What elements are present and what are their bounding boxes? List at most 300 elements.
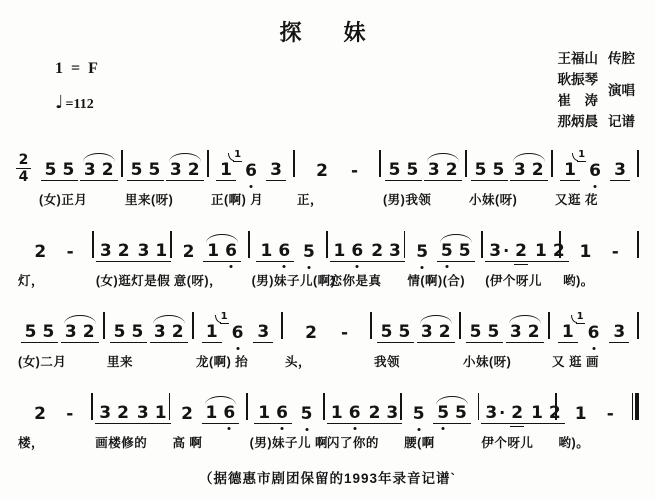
note [489,162,507,180]
note-digit: 5 [113,322,126,343]
note-digit: 1 [154,403,167,424]
note [203,405,221,423]
note [482,405,508,423]
note [134,405,152,423]
notes-row [94,224,170,262]
note-digit: 6 [223,403,236,424]
note [111,324,129,342]
note-digit: 3 [270,160,282,181]
note-digit: 3 [257,322,270,343]
note [559,324,577,342]
note-digit: 2 [182,242,195,263]
note [610,324,628,342]
note [561,162,579,180]
lyric-line: (伊个呀儿 [485,274,542,288]
lyric-line: 里来 [107,355,134,369]
note-digit: - [66,404,74,425]
beam-group [337,325,352,343]
beam-group [253,324,273,343]
note-digit: - [66,242,74,263]
note-digit: 5 [437,403,450,424]
credit-name: 王福山 [557,51,598,66]
note-digit: 5 [398,322,411,343]
note [81,162,99,180]
note [217,162,235,180]
note-digit: 1 [333,241,346,262]
notes-row [381,143,465,181]
slur-group [150,324,188,343]
note [62,324,80,342]
note [525,324,543,342]
measure [194,305,281,370]
note [578,149,604,182]
note [300,244,318,262]
beam-group [412,244,432,262]
measure [283,305,370,370]
beam-group [110,324,148,343]
note-digit: 3 [83,160,96,181]
music-system [16,143,639,208]
measure [561,224,637,289]
note [386,243,404,261]
note-digit: 5 [24,322,37,343]
beam-group [21,324,59,343]
tempo-marking [55,92,100,113]
note [472,162,490,180]
barline [637,231,639,258]
notes-row [283,305,370,343]
note-digit: 3 [509,322,522,343]
grace-note: 1 [220,311,228,323]
dash-note [338,325,351,343]
barline [637,312,639,339]
slur-group [202,405,240,424]
lyric-line: 意(呀)， [173,274,223,288]
lyric-line: (女)二月 [18,355,67,369]
slur-group [506,324,544,343]
measure [123,143,207,208]
notes-row [209,143,293,181]
note-digit: 1 [535,241,547,262]
note-digit: 2 [117,241,130,262]
beam-group [558,324,578,343]
note [512,243,530,261]
note-digit: 1 [260,241,273,262]
lyric-line: 小妹(呀) [469,193,518,207]
lyric-line: 头， [285,355,312,369]
note-digit: 2 [445,160,458,181]
note-digit: 1 [330,403,343,424]
note-digit: 6 [276,403,288,424]
notes-row [123,143,207,181]
beam-group [312,163,332,181]
measure [105,305,192,370]
note [383,405,401,423]
note-digit: 5 [474,160,487,181]
time-signature-top: 2 [16,152,31,169]
slur-group [433,405,471,424]
note [456,243,474,261]
notes-row [553,143,637,181]
beam-group [266,162,286,181]
credit-role: 记谱 [608,114,635,129]
note-digit: 5 [416,242,429,263]
beam-group [576,311,604,344]
lyric-line: 我领 [374,355,401,369]
note-digit: 3 [99,241,112,262]
note-digit: 5 [130,160,143,181]
note-digit: 2 [527,322,540,343]
notation-area [0,143,655,451]
beam-group [571,406,591,424]
tempo-value: =112 [65,97,94,112]
note-digit: 2 [552,241,565,262]
note-digit: 2 [101,160,114,181]
note [114,405,132,423]
note [254,324,272,342]
note [528,405,546,423]
beam-group [30,244,50,262]
beam-group [133,405,171,424]
notes-row [16,224,92,262]
note-digit: 5 [44,160,57,181]
note [572,406,590,424]
note-digit: 1 [207,241,220,262]
beam-group [177,406,197,424]
note [204,243,222,261]
notes-row [402,386,477,424]
measure [37,143,121,208]
notes-row [194,305,281,343]
note-digit: 6 [589,161,601,182]
augmentation-dot: · [503,241,510,261]
lyric-line: (女)逛灯是假 [95,274,171,288]
notes-row [557,386,632,424]
lyric-line: 灯， [18,274,45,288]
lyric-line: 高 啊 [172,436,203,450]
lyric-line: 正(啊) 月 [211,193,264,207]
lyric-line: 楼， [18,436,45,450]
final-barline [632,393,639,420]
lyric-line: 哟)。 [563,274,594,288]
note [185,162,203,180]
note-digit: 5 [412,404,425,425]
note-digit: 2 [371,241,384,262]
credit-name: 崔 涛 [557,93,598,108]
measure [479,386,561,451]
measure [16,386,91,451]
note-digit: 2 [368,403,381,424]
note [145,162,163,180]
time-signature [16,152,31,185]
note-digit: 3 [169,160,182,181]
note [128,162,146,180]
measure [209,143,293,208]
note [546,405,564,423]
note-digit: 3 [64,322,77,343]
note-digit: - [606,404,614,425]
note [331,243,349,261]
lyric-line: 伊个呀儿 [481,436,534,450]
notes-row [561,224,637,262]
notes-row [479,386,561,424]
note-digit: 5 [492,160,505,181]
beam-group [220,311,248,344]
note-digit: 6 [351,241,364,262]
note [115,243,133,261]
song-title: 探 妹 [279,21,376,46]
note [577,244,595,262]
note [273,405,291,423]
note-digit: 2 [181,404,193,425]
lyric-line: 正， [297,193,324,207]
lyric-line: 里来(呀) [125,193,174,207]
beam-group [609,324,629,343]
note [425,162,443,180]
note-digit: 6 [348,403,361,424]
lyric-line: 闪了你的 [326,436,379,450]
note-digit: 6 [225,241,237,262]
beam-group [41,162,79,181]
note [443,162,461,180]
note-digit: 5 [300,404,313,425]
note-digit: 5 [388,160,401,181]
beam-group [127,162,165,181]
note [96,405,114,423]
music-system [16,386,639,451]
note-digit: 1 [155,241,168,262]
note-digit: 1 [561,322,574,343]
note [152,243,170,261]
measure [328,224,404,289]
beam-group [576,244,596,262]
measure [550,305,637,370]
grace-note: 1 [578,149,586,161]
measure [16,305,103,370]
note-digit: 5 [148,160,161,181]
dash-note [64,244,77,262]
note [313,163,331,181]
notes-row [37,143,121,181]
dash-note [609,244,622,262]
note-digit: 6 [587,323,600,344]
note [99,162,117,180]
measure [402,386,477,451]
note-digit: 2 [531,160,544,181]
note-digit: 1 [531,403,543,424]
lyric-line: 龙(啊) 抬 [196,355,249,369]
credit-name: 耿振琴 [557,72,598,87]
measure [467,143,551,208]
measure [170,386,245,451]
note-digit: 1 [258,403,271,424]
slur-group [510,162,548,181]
music-system [16,305,639,370]
note [395,324,413,342]
key-signature: 1 = F [55,60,100,77]
quarter-note-icon: ♩ [55,92,64,113]
note-digit: 6 [278,241,291,262]
note [167,162,185,180]
note [42,162,60,180]
lyric-line: (男)妹子儿 啊 [249,436,328,450]
beam-group [377,324,415,343]
note [220,311,247,344]
beam-group [254,405,292,424]
note-digit: 2 [171,322,184,343]
note [467,324,485,342]
beam-group [578,149,605,182]
beam-group [256,243,294,262]
note-digit: 5 [62,160,75,181]
lyric-line: 小妹(呀) [463,355,512,369]
notes-row [93,386,168,424]
measure [172,224,248,289]
measure [553,143,637,208]
note [135,243,153,261]
note-digit: 2 [34,242,47,263]
note-digit: 2 [305,323,317,344]
note-digit: - [341,323,349,344]
note-digit: 5 [406,160,419,181]
note [366,405,384,423]
note-digit: 3 [427,160,440,181]
note-digit: 3 [489,241,502,262]
augmentation-dot: · [499,403,506,423]
lyric-line: (男)我领 [383,193,432,207]
beam-group [95,405,133,424]
note [298,406,316,424]
beam-group [560,162,580,181]
note-digit: 1 [220,160,232,181]
note-digit: 2 [548,403,561,424]
note [152,405,170,423]
note [438,243,456,261]
note [169,324,187,342]
note [267,162,285,180]
note-digit: 5 [303,242,315,263]
notes-row [405,224,481,262]
note-digit: 2 [34,404,47,425]
note-digit: 3 [614,160,626,181]
note [418,324,436,342]
note-digit: 1 [205,403,218,424]
note [346,405,364,423]
note-digit: 3 [513,160,526,181]
note [257,243,275,261]
note [128,324,146,342]
note-digit: 2 [316,161,328,182]
note [348,243,366,261]
beam-group [409,406,429,424]
note-digit: 5 [42,322,55,343]
note [511,162,529,180]
music-system [16,224,639,289]
measure [325,386,400,451]
note-digit: 2 [511,403,524,424]
note [507,324,525,342]
beam-group [527,405,565,424]
credit-role: 传腔 [608,51,635,66]
note [386,162,404,180]
note [255,405,273,423]
note [403,162,421,180]
beam-group [466,324,504,343]
beam-group [234,149,261,182]
note [178,406,196,424]
notes-row [16,386,91,424]
note [410,406,428,424]
slur-group [61,324,99,343]
note [484,324,502,342]
note [576,311,603,344]
note-digit: 6 [231,323,244,344]
note-digit: 2 [117,403,129,424]
beam-group [202,324,222,343]
beam-group [327,405,365,424]
notes-row [295,143,379,181]
beam-group [216,162,236,181]
note [378,324,396,342]
measure [483,224,565,289]
note [508,405,526,423]
lyric-line: 哟)。 [558,436,590,450]
beam-group [30,406,50,424]
measure [295,143,379,208]
beam-group [299,244,319,262]
beam-group [610,162,630,181]
note-digit: 3 [153,322,166,343]
note-digit: 5 [487,322,500,343]
lyric-line: 情(啊)(合) [407,274,466,288]
beam-group [301,325,321,343]
note [328,405,346,423]
dash-note [348,163,361,181]
note [151,324,169,342]
note [59,162,77,180]
note-digit: 2 [82,322,95,343]
beam-group [385,162,423,181]
notes-row [16,305,103,343]
beam-group [471,162,509,181]
note [22,324,40,342]
note [39,324,57,342]
note-digit: 5 [458,241,471,262]
note-digit: 3 [485,403,498,424]
note [220,405,238,423]
note [486,243,512,261]
note [222,243,240,261]
lyric-line: 腰(啊 [404,436,435,450]
key-tempo-block [55,60,100,113]
measure [16,224,92,289]
lyric-line: 恋你是真 [329,274,382,288]
slur-group [80,162,118,181]
dash-note [63,406,76,424]
note [31,244,49,262]
note-digit: - [351,161,359,182]
note [31,406,49,424]
notes-row [372,305,459,343]
note [275,243,293,261]
note-digit: 2 [438,322,451,343]
measure [372,305,459,370]
note [413,244,431,262]
note [203,324,221,342]
credit-role: 演唱 [608,82,635,98]
note-digit: 5 [469,322,482,343]
note-digit: 1 [574,404,587,425]
